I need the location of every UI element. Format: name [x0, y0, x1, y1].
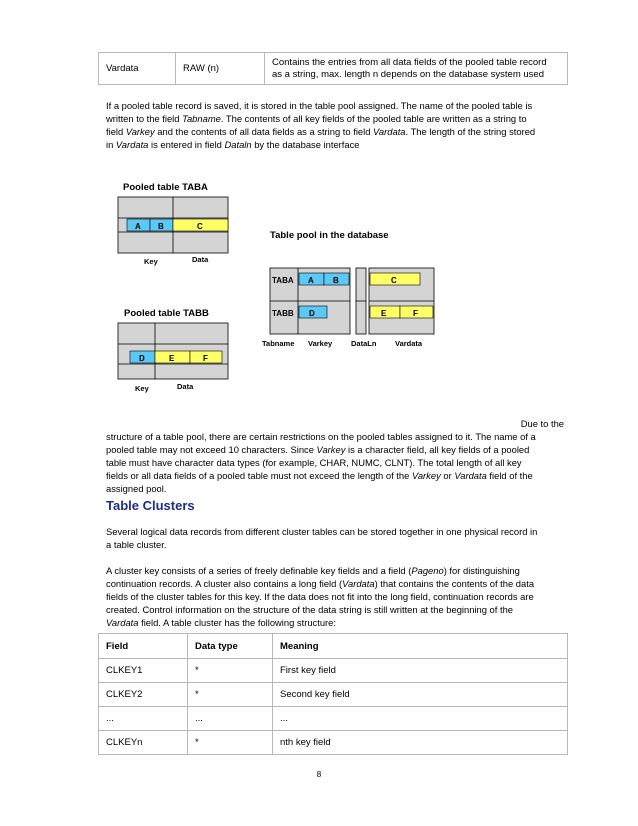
cell-label: D	[309, 309, 315, 318]
text-line	[106, 616, 564, 629]
text-line: table must have character data types (for example, CHAR, NUMC, CLNT). The total length of all key	[106, 457, 522, 468]
text-line: Due to the	[520, 418, 564, 429]
text: pooled table may not exceed 10 characters. Since	[106, 444, 317, 455]
table-header-field: Field	[99, 634, 188, 659]
description-line: Contains the entries from all data fields of the pooled table record	[272, 56, 547, 68]
text: in	[106, 139, 116, 150]
field-name: Varkey	[316, 444, 346, 455]
paragraph-cluster-key	[106, 564, 564, 629]
cell-label: E	[169, 354, 175, 363]
table-cell: CLKEYn	[99, 731, 188, 755]
field-name: Pageno	[411, 565, 444, 576]
text: . The contents of all key fields of the pooled table are written as a string to	[220, 113, 527, 124]
text-line	[106, 577, 564, 590]
text: field. A table cluster has the following structure:	[138, 617, 337, 628]
text: ) for distinguishing	[443, 565, 520, 576]
text: field	[106, 126, 126, 137]
taba-grid	[118, 197, 228, 253]
section-heading: Table Clusters	[106, 498, 195, 513]
field-name: Vardata	[373, 126, 406, 137]
table-cell: Second key field	[273, 683, 568, 707]
cell-label: A	[308, 276, 314, 285]
taba-key-label: Key	[144, 257, 158, 266]
text-line: If a pooled table record is saved, it is stored in the table pool assigned. The name of the pooled table is	[106, 100, 533, 111]
cell-label: F	[413, 309, 418, 318]
tabb-data-label: Data	[177, 382, 194, 391]
table-cell: CLKEY1	[99, 659, 188, 683]
text-line: a table cluster.	[106, 539, 167, 550]
text: or	[440, 470, 455, 481]
text-line: created. Control information on the structure of the data string is still written at the beginning of the	[106, 604, 513, 615]
paragraph-pool-restrictions	[106, 417, 564, 495]
pool-grid	[270, 268, 434, 334]
cell-label: B	[333, 276, 339, 285]
table-header-row	[99, 634, 568, 659]
table-cell: ...	[99, 707, 188, 731]
field-name: Vardata	[454, 470, 487, 481]
pool-col-dataln: DataLn	[351, 339, 377, 348]
cell-label: E	[381, 309, 387, 318]
cell-label: F	[203, 354, 208, 363]
field-name: Vardata	[342, 578, 375, 589]
tabb-grid	[118, 323, 228, 379]
cell-label: C	[391, 276, 397, 285]
text: and the contents of all data fields as a string to field	[154, 126, 374, 137]
taba-data-label: Data	[192, 255, 209, 264]
paragraph-cluster-intro	[106, 525, 564, 551]
field-name: Vardata	[115, 139, 149, 150]
table-cell-field: Vardata	[99, 53, 176, 85]
table-cell: CLKEY2	[99, 683, 188, 707]
text: field of the	[486, 470, 533, 481]
text: fields or all data fields of a pooled table must not exceed the length of the	[106, 470, 412, 481]
text-line: assigned pool.	[106, 483, 167, 494]
table-cell: ...	[273, 707, 568, 731]
text: A cluster key consists of a series of freely definable key fields and a field (	[106, 565, 412, 576]
text-line	[106, 469, 564, 482]
pool-col-varkey: Varkey	[308, 339, 333, 348]
pool-row-taba: TABA	[272, 276, 294, 285]
cell-label: C	[197, 222, 203, 231]
table-row	[99, 731, 568, 755]
field-name: Tabname	[182, 113, 221, 124]
table-row	[99, 659, 568, 683]
text-line	[106, 564, 564, 577]
table-cell: *	[188, 683, 273, 707]
text-line: structure of a table pool, there are certain restrictions on the pooled tables assigned to it. The name of a	[106, 431, 536, 442]
table-row	[99, 707, 568, 731]
table-header-data-type: Data type	[188, 634, 273, 659]
table-cell-type: RAW (n)	[176, 53, 265, 85]
text: ) that contains the contents of the data	[374, 578, 535, 589]
tabb-title: Pooled table TABB	[124, 308, 209, 319]
pool-col-tabname: Tabname	[262, 339, 295, 348]
text-line: Several logical data records from different cluster tables can be stored together in one physical record in	[106, 526, 538, 537]
description-line: as a string, max. length n depends on the database system used	[272, 68, 544, 80]
text: continuation records. A cluster also contains a long field (	[106, 578, 343, 589]
tabb-key-label: Key	[135, 384, 149, 393]
field-name: Dataln	[224, 139, 252, 150]
table-cell: *	[188, 731, 273, 755]
cell-label: B	[158, 222, 164, 231]
table-cell: *	[188, 659, 273, 683]
text: is a character field, all key fields of a pooled	[345, 444, 530, 455]
table-cell: First key field	[273, 659, 568, 683]
table-header-meaning: Meaning	[273, 634, 568, 659]
page-number: 8	[316, 770, 322, 779]
field-name: Varkey	[125, 126, 155, 137]
table-cell: nth key field	[273, 731, 568, 755]
table-cell: ...	[188, 707, 273, 731]
text-line: fields of the cluster tables for this key. If the data does not fit into the long field, continuation records are	[106, 591, 534, 602]
taba-title: Pooled table TABA	[123, 182, 208, 193]
pool-col-vardata: Vardata	[395, 339, 423, 348]
cell-label: D	[139, 354, 145, 363]
text: by the database interface	[251, 139, 360, 150]
text: written to the field	[106, 113, 183, 124]
cluster-structure-table	[98, 633, 568, 755]
field-name: Varkey	[411, 470, 441, 481]
field-name: Vardata	[106, 617, 139, 628]
text: . The length of the string stored	[405, 126, 536, 137]
cell-label: A	[135, 222, 141, 231]
text: is entered in field	[148, 139, 225, 150]
pool-row-tabb: TABB	[272, 309, 294, 318]
table-row	[99, 683, 568, 707]
pool-title: Table pool in the database	[270, 230, 389, 241]
text-line	[106, 443, 564, 456]
